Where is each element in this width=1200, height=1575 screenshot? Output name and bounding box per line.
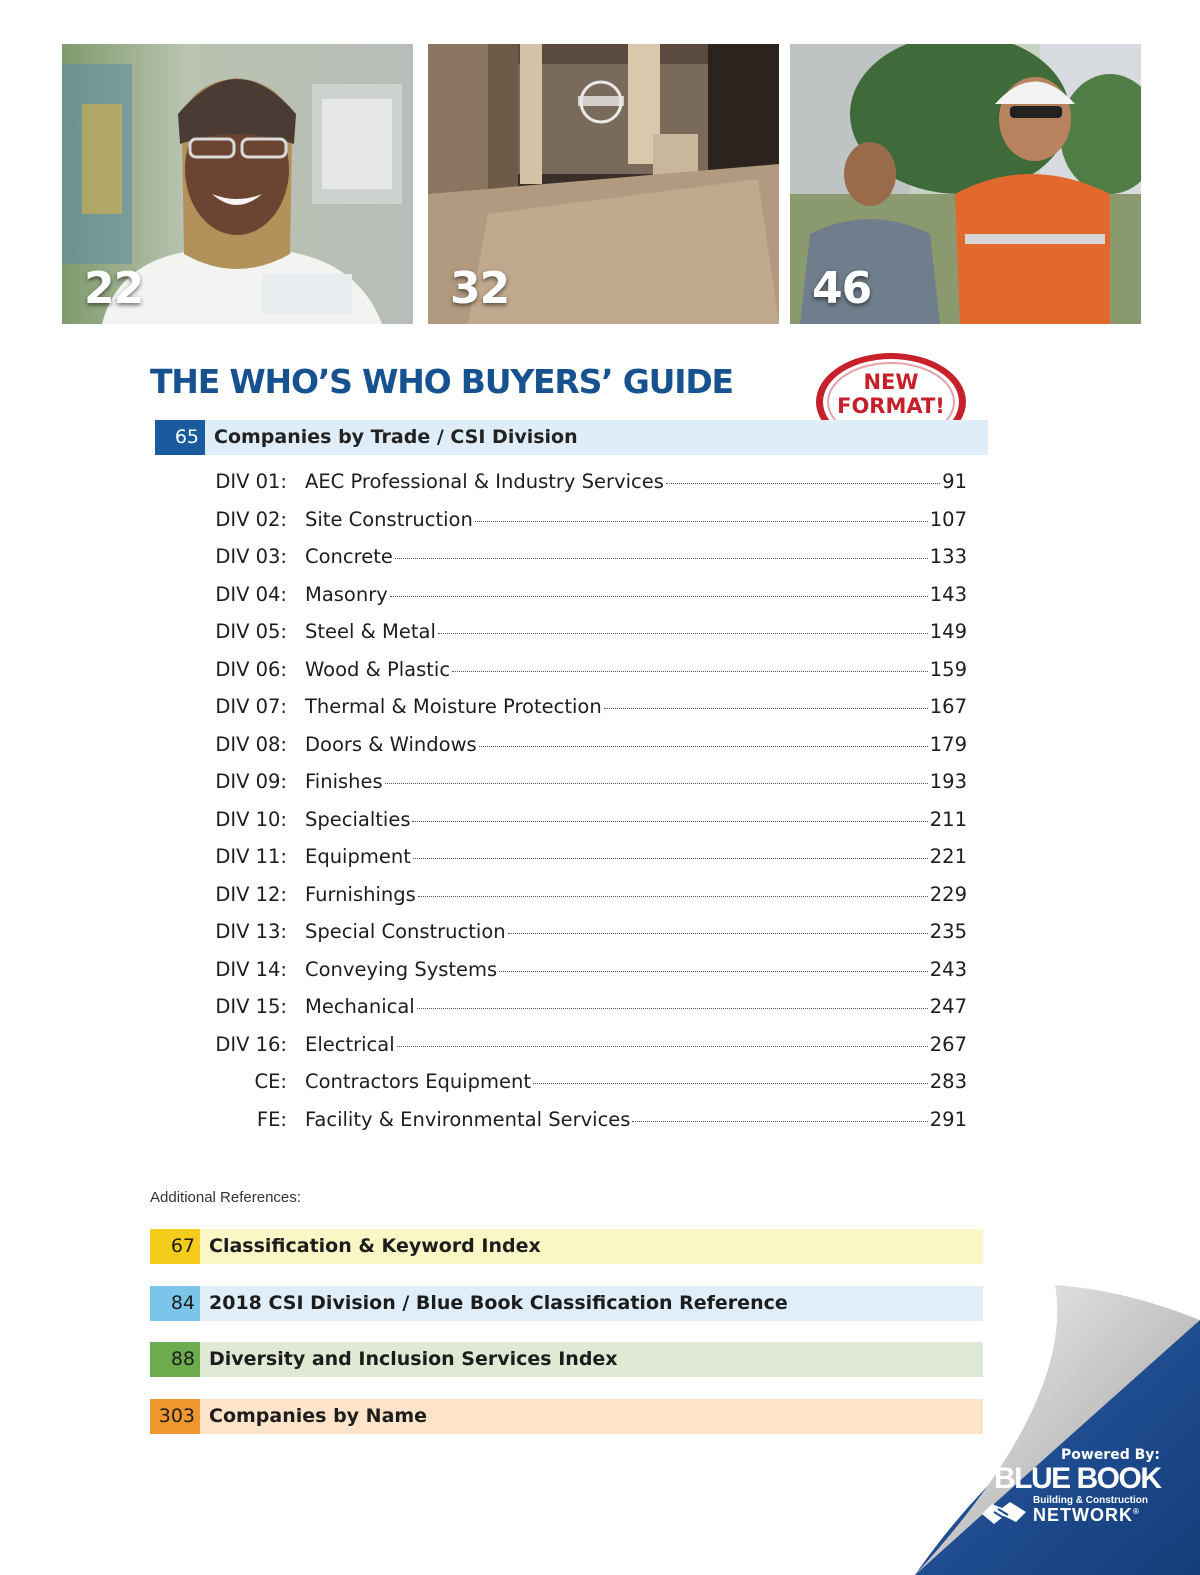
toc-page: 193 [929, 770, 967, 793]
toc-code: DIV 01: [215, 470, 287, 493]
toc-page: 247 [929, 995, 967, 1018]
toc-leader-dots [418, 896, 928, 897]
toc-line [305, 1108, 967, 1131]
toc-leader-dots [390, 596, 928, 597]
toc-row[interactable] [150, 764, 970, 802]
toc-row[interactable] [150, 1064, 970, 1102]
logo-the: THE [978, 1470, 988, 1490]
ref-label: Diversity and Inclusion Services Index [209, 1348, 618, 1370]
toc-name: Finishes [305, 770, 383, 793]
toc-row[interactable] [150, 727, 970, 765]
section-page-number: 65 [155, 420, 205, 455]
toc-leader-dots [475, 521, 928, 522]
badge-line-new: NEW [863, 370, 919, 394]
ref-page-number: 84 [150, 1286, 200, 1321]
toc-code: DIV 08: [215, 732, 287, 756]
toc-line [305, 583, 967, 606]
toc-leader-dots [604, 708, 928, 709]
toc-page: 243 [929, 957, 967, 981]
toc-leader-dots [397, 1046, 928, 1047]
ref-label: Companies by Name [209, 1405, 428, 1427]
toc-line [305, 733, 967, 756]
toc-name: Thermal & Moisture Protection [305, 695, 602, 718]
toc-line [305, 770, 967, 793]
toc-line [305, 545, 967, 568]
toc-page: 221 [929, 845, 967, 868]
toc-line [305, 883, 967, 906]
toc-page: 91 [942, 470, 967, 493]
toc-code: DIV 11: [215, 845, 287, 868]
toc-line [305, 470, 967, 493]
logo-name: BLUE BOOK [994, 1462, 1161, 1495]
toc-line [305, 995, 967, 1018]
ref-label: 2018 CSI Division / Blue Book Classification Reference [209, 1292, 788, 1314]
toc-code: CE: [254, 1070, 287, 1093]
ref-page-number: 303 [150, 1399, 200, 1434]
toc-name: Mechanical [305, 995, 415, 1018]
toc-name: Site Construction [305, 507, 473, 531]
toc-code: DIV 06: [215, 657, 287, 681]
toc-line [305, 920, 967, 943]
toc-code: DIV 09: [215, 770, 287, 793]
toc-code: DIV 15: [215, 995, 287, 1018]
toc-line [305, 845, 967, 868]
toc-leader-dots [438, 633, 928, 634]
page-number-22: 22 [84, 263, 144, 314]
toc-row[interactable] [150, 464, 970, 502]
logo-network: NETWORK® [1033, 1505, 1140, 1525]
toc-page: 235 [929, 920, 967, 943]
toc-page: 283 [929, 1070, 967, 1093]
page-number-46: 46 [812, 263, 872, 314]
toc-name: Electrical [305, 1032, 395, 1056]
toc-row[interactable] [150, 689, 970, 727]
toc-row[interactable] [150, 914, 970, 952]
toc-code: DIV 05: [215, 620, 287, 643]
toc-line [305, 695, 967, 718]
toc-page: 291 [929, 1107, 967, 1131]
division-list [150, 464, 970, 1139]
toc-row[interactable] [150, 952, 970, 990]
toc-name: Facility & Environmental Services [305, 1107, 631, 1131]
toc-row[interactable] [150, 539, 970, 577]
toc-row[interactable] [150, 877, 970, 915]
ref-page-number: 67 [150, 1229, 200, 1264]
toc-page: 167 [929, 695, 967, 718]
logo-subtitle: Building & Construction [1033, 1495, 1148, 1506]
feature-photo-profile[interactable] [62, 44, 413, 324]
feature-photo-building[interactable] [428, 44, 779, 324]
toc-page: 143 [929, 582, 967, 606]
toc-leader-dots [666, 483, 940, 484]
toc-code: DIV 13: [215, 920, 287, 943]
toc-page: 211 [929, 807, 967, 831]
additional-references-label: Additional References: [150, 1189, 301, 1206]
toc-row[interactable] [150, 989, 970, 1027]
toc-leader-dots [417, 1008, 928, 1009]
section-label: Companies by Trade / CSI Division [214, 426, 578, 448]
toc-code: DIV 03: [215, 545, 287, 568]
toc-row[interactable] [150, 577, 970, 615]
blue-book-logo[interactable] [976, 1462, 1166, 1532]
toc-leader-dots [413, 858, 928, 859]
toc-name: Special Construction [305, 920, 506, 943]
ref-csi-classification-reference[interactable] [150, 1286, 983, 1321]
toc-code: DIV 14: [215, 957, 287, 981]
toc-page: 133 [929, 545, 967, 568]
toc-name: Doors & Windows [305, 732, 477, 756]
toc-code: DIV 10: [215, 807, 287, 831]
toc-code: DIV 12: [215, 882, 287, 906]
toc-name: AEC Professional & Industry Services [305, 470, 664, 493]
ref-diversity-inclusion-index[interactable] [150, 1342, 983, 1377]
toc-leader-dots [385, 783, 928, 784]
toc-row[interactable] [150, 652, 970, 690]
toc-name: Contractors Equipment [305, 1070, 532, 1093]
feature-photo-workers[interactable] [790, 44, 1141, 324]
toc-name: Specialties [305, 807, 411, 831]
toc-row[interactable] [150, 839, 970, 877]
toc-code: FE: [256, 1107, 287, 1131]
toc-line [305, 508, 967, 531]
guide-title: THE WHO’S WHO BUYERS’ GUIDE [150, 362, 733, 401]
ref-page-number: 88 [150, 1342, 200, 1377]
toc-page: 267 [929, 1032, 967, 1056]
toc-line [305, 1033, 967, 1056]
toc-leader-dots [533, 1083, 928, 1084]
section-companies-by-trade[interactable] [155, 420, 988, 455]
toc-page: 229 [929, 882, 967, 906]
toc-line [305, 958, 967, 981]
toc-row[interactable] [150, 1102, 970, 1140]
toc-row[interactable] [150, 802, 970, 840]
toc-code: DIV 04: [215, 582, 287, 606]
ref-classification-keyword-index[interactable] [150, 1229, 983, 1264]
toc-name: Steel & Metal [305, 620, 436, 643]
page-number-32: 32 [450, 263, 510, 314]
toc-leader-dots [499, 971, 928, 972]
badge-line-format: FORMAT! [837, 394, 945, 418]
toc-line [305, 808, 967, 831]
toc-leader-dots [508, 933, 928, 934]
toc-name: Conveying Systems [305, 957, 498, 981]
toc-page: 107 [929, 507, 967, 531]
toc-name: Wood & Plastic [305, 657, 451, 681]
toc-row[interactable] [150, 502, 970, 540]
ref-companies-by-name[interactable] [150, 1399, 983, 1434]
toc-leader-dots [632, 1121, 927, 1122]
toc-line [305, 1070, 967, 1093]
toc-leader-dots [452, 671, 928, 672]
handshake-icon [980, 1496, 1028, 1526]
toc-line [305, 658, 967, 681]
toc-name: Equipment [305, 845, 411, 868]
ref-label: Classification & Keyword Index [209, 1235, 541, 1257]
toc-name: Concrete [305, 545, 393, 568]
toc-leader-dots [479, 746, 928, 747]
toc-leader-dots [395, 558, 928, 559]
toc-page: 179 [929, 732, 967, 756]
toc-page: 149 [929, 620, 967, 643]
toc-code: DIV 16: [215, 1032, 287, 1056]
toc-code: DIV 02: [215, 507, 287, 531]
toc-page: 159 [929, 657, 967, 681]
toc-line [305, 620, 967, 643]
toc-name: Masonry [305, 582, 388, 606]
toc-code: DIV 07: [215, 695, 287, 718]
toc-row[interactable] [150, 614, 970, 652]
toc-name: Furnishings [305, 882, 416, 906]
powered-by-label: Powered By: [1061, 1447, 1160, 1463]
toc-row[interactable] [150, 1027, 970, 1065]
toc-leader-dots [412, 821, 927, 822]
